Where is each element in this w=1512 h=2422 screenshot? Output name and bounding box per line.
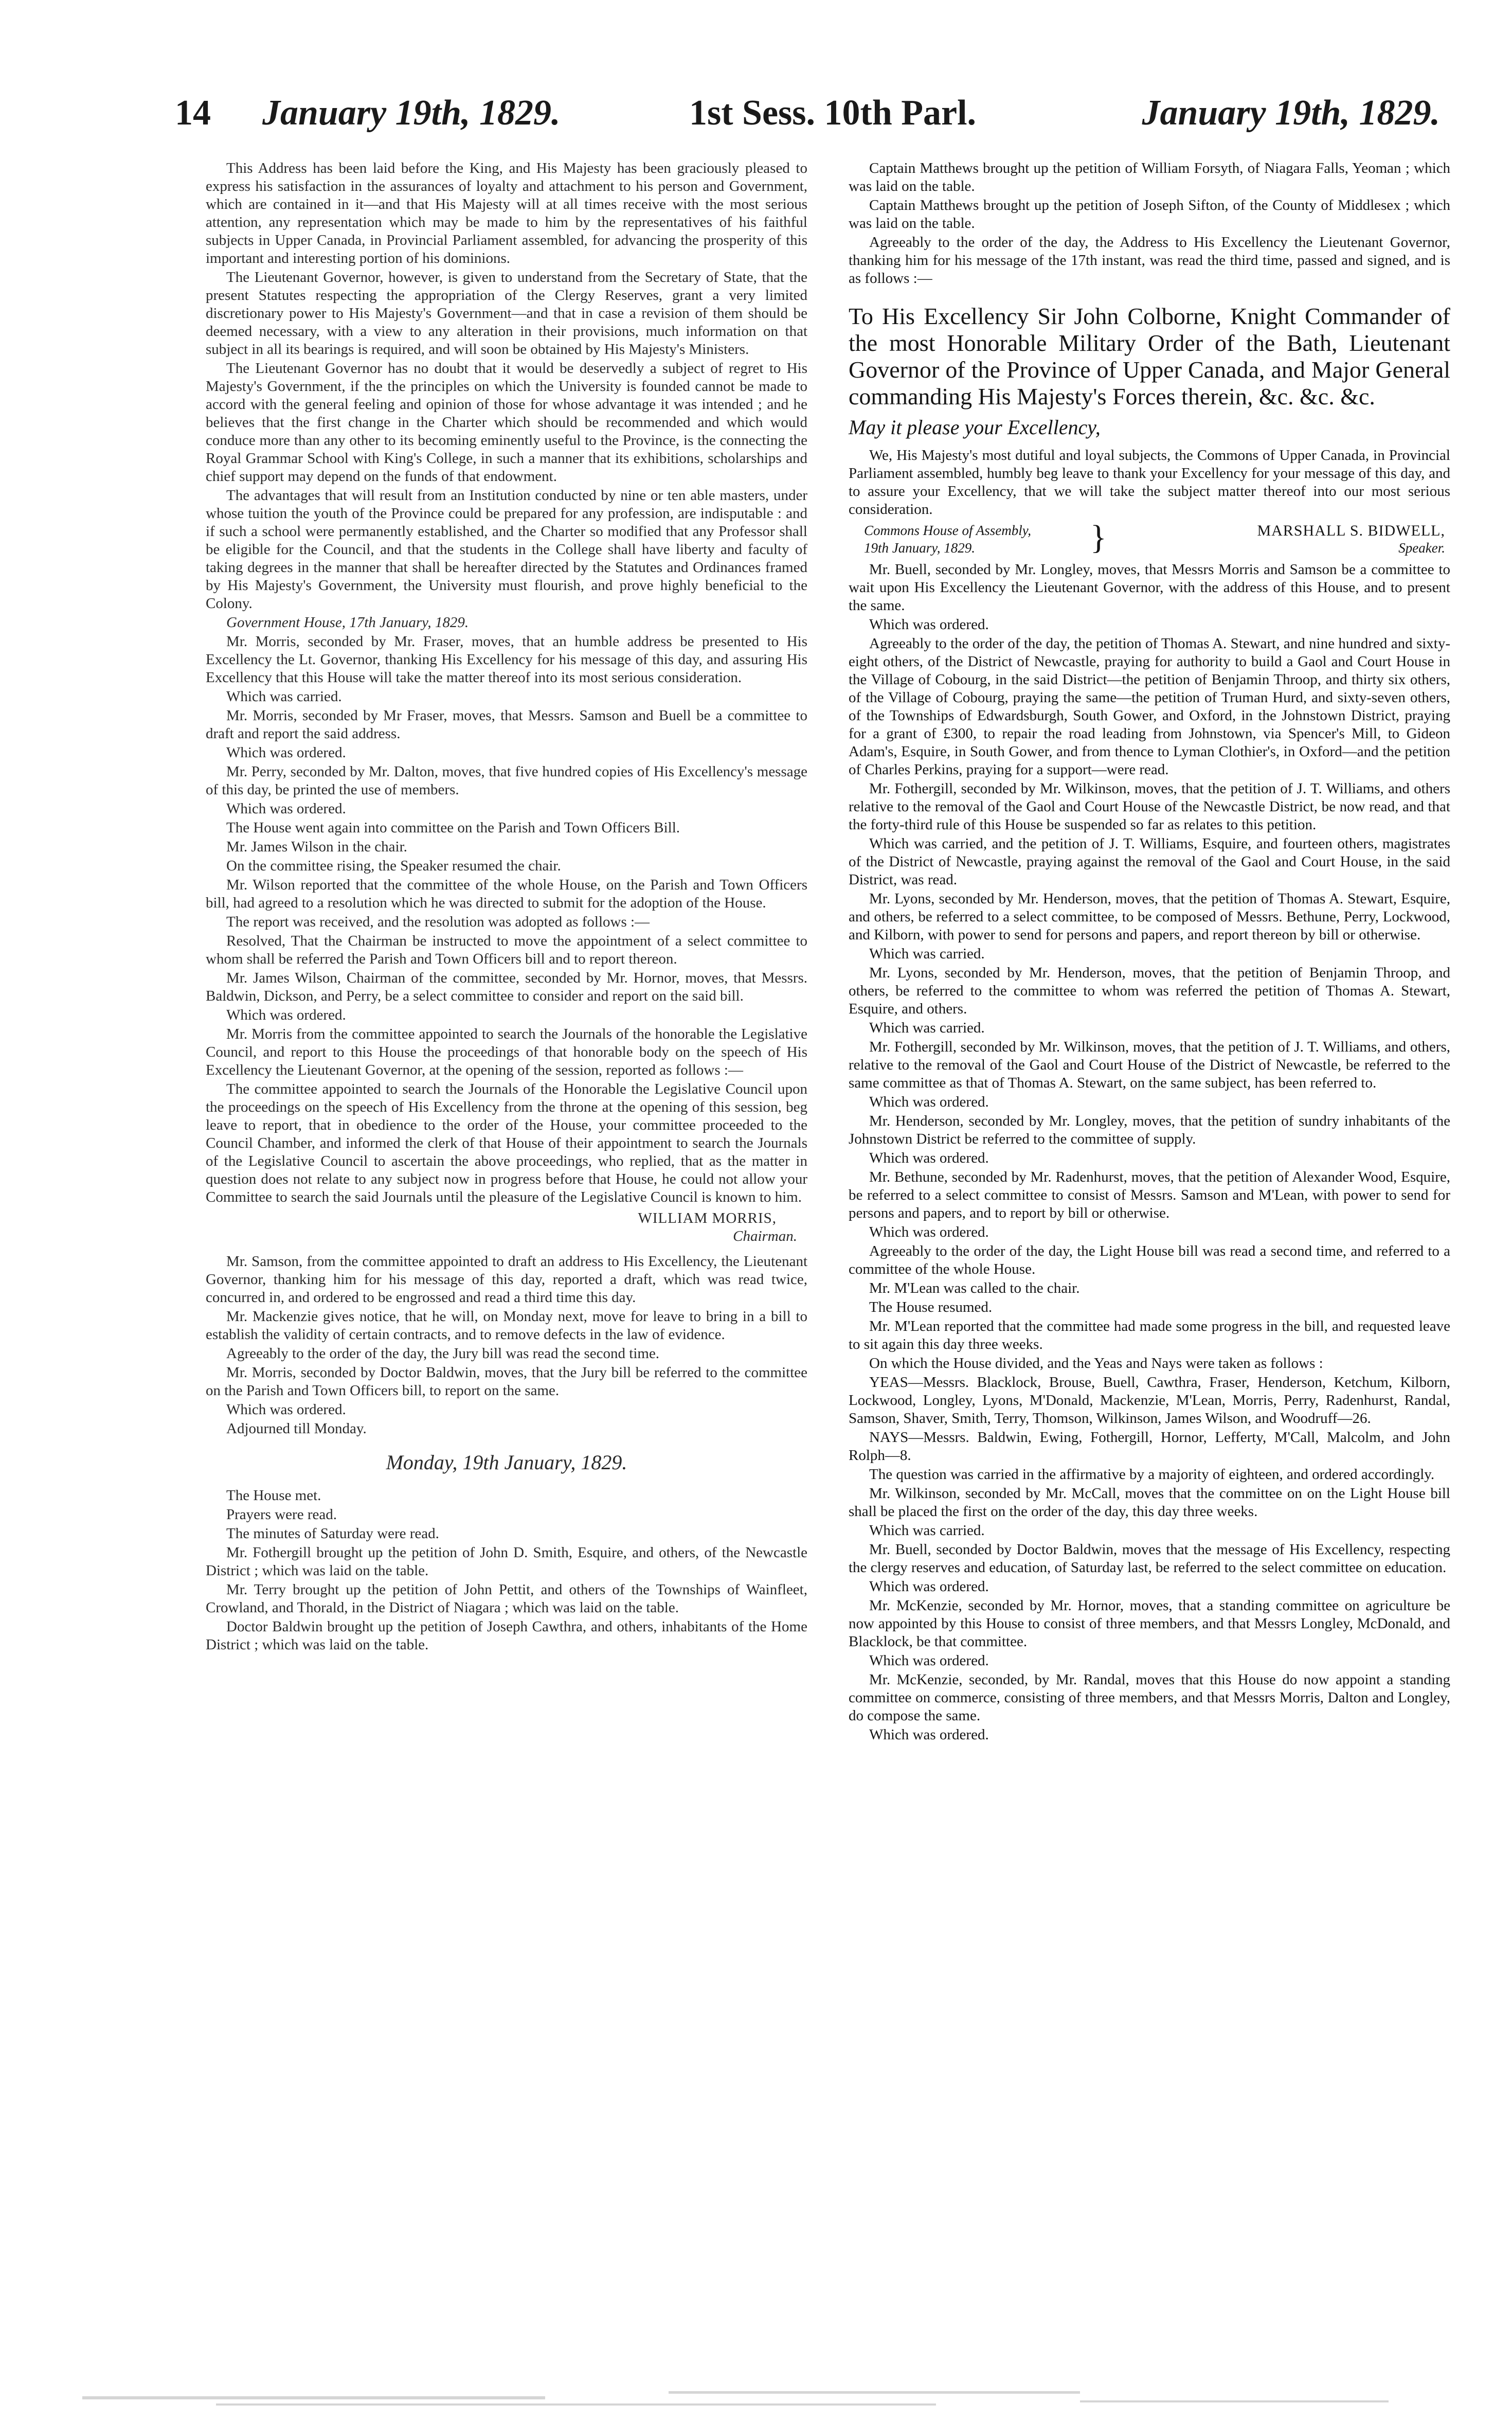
paragraph: Mr. Perry, seconded by Mr. Dalton, moves, that five hundred copies of His Excellency's message of this day, be printed the use of members. xyxy=(206,763,807,798)
paragraph: Agreeably to the order of the day, the petition of Thomas A. Stewart, and nine hundred and sixty-eight others, of the District of Newcastle, praying for authority to build a Gaol and Court House in the Village of Cobourg, in the said District—the petition of Benjamin Throop, and thirty six others, of the Village of Cobourg, praying the same—the petition of Truman Hurd, and sixty-seven others, of the Townships of Edwardsburgh, South Gower, and Oxford, in the Johnstown District, praying for a grant of £300, to repair the road leading from Johnstown, via Spencer's Mill, to Gideon Adam's, Esquire, in South Gower, and from thence to Lyman Clothier's, in Oxford—and the petition of Charles Perkins, praying for a support—were read. xyxy=(849,635,1450,778)
address-signature xyxy=(849,519,1450,558)
paragraph: Adjourned till Monday. xyxy=(226,1420,367,1437)
left-paragraphs-4 xyxy=(206,1487,807,1654)
paragraph: Mr. Fothergill brought up the petition of John D. Smith, Esquire, and others, of the Newcastle District ; which was laid on the table. xyxy=(206,1544,807,1579)
paragraph: The House met. xyxy=(226,1487,321,1504)
signature-date: 19th January, 1829. xyxy=(864,540,975,556)
paragraph: Mr. M'Lean reported that the committee had made some progress in the bill, and requested leave to sit again this day three weeks. xyxy=(849,1318,1450,1352)
brace-symbol: } xyxy=(1090,519,1107,556)
address-title: To His Excellency Sir John Colborne, Knight Commander of the most Honorable Military Order of the Bath, Lieutenant Governor of the Province of Upper Canada, and Major General commanding His Majesty's Forces therein, &c. &c. &c. xyxy=(849,303,1450,409)
paragraph: Which was ordered. xyxy=(869,616,989,633)
monday-heading: Monday, 19th January, 1829. xyxy=(386,1451,627,1474)
paragraph: Captain Matthews brought up the petition of William Forsyth, of Niagara Falls, Yeoman ; which was laid on the table. xyxy=(849,160,1450,194)
left-paragraphs-2 xyxy=(206,633,807,1206)
paragraph: Which was ordered. xyxy=(869,1150,989,1166)
paragraph: Mr. M'Lean was called to the chair. xyxy=(869,1280,1080,1296)
paragraph: Mr. Wilson reported that the committee of the whole House, on the Parish and Town Officers bill, had agreed to a resolution which he was directed to submit for the adoption of the House. xyxy=(206,877,807,911)
paragraph: Prayers were read. xyxy=(226,1506,337,1523)
paragraph: Captain Matthews brought up the petition of Joseph Sifton, of the County of Middlesex ; which was laid on the table. xyxy=(849,197,1450,231)
left-column xyxy=(206,159,807,1655)
paragraph: Agreeably to the order of the day, the Light House bill was read a second time, and referred to a committee of the whole House. xyxy=(849,1243,1450,1277)
paragraph: On which the House divided, and the Yeas and Nays were taken as follows : xyxy=(869,1355,1323,1372)
chairman-title: Chairman. xyxy=(733,1228,797,1244)
address-salutation: May it please your Excellency, xyxy=(849,416,1101,439)
paragraph: Which was ordered. xyxy=(869,1094,989,1110)
right-column xyxy=(849,159,1450,1745)
paragraph: On the committee rising, the Speaker resumed the chair. xyxy=(226,858,561,874)
paragraph: Mr. Mackenzie gives notice, that he will, on Monday next, move for leave to bring in a bill to establish the validity of certain contracts, and to remove defects in the law of evidence. xyxy=(206,1308,807,1343)
paragraph: Which was carried. xyxy=(869,1522,985,1539)
paragraph: Mr. Henderson, seconded by Mr. Longley, moves, that the petition of sundry inhabitants of the Johnstown District be referred to the committee of supply. xyxy=(849,1113,1450,1147)
paragraph: Mr. James Wilson, Chairman of the committee, seconded by Mr. Hornor, moves, that Messrs. Baldwin, Dickson, and Perry, be a select committee to consider and report on the said bill. xyxy=(206,970,807,1004)
speaker-name: MARSHALL S. BIDWELL, xyxy=(1257,522,1445,539)
paragraph: Which was carried, and the petition of J. T. Williams, Esquire, and fourteen others, magistrates of the District of Newcastle, praying against the removal of the Gaol and Court House, in the said District, was read. xyxy=(849,835,1450,888)
chairman-signature xyxy=(206,1209,807,1245)
paragraph: Mr. McKenzie, seconded, by Mr. Randal, moves that this House do now appoint a standing committee on commerce, consisting of three members, and that Messrs Morris, Dalton and Longley, do compose the same. xyxy=(849,1671,1450,1724)
paragraph: Mr. Samson, from the committee appointed to draft an address to His Excellency, the Lieutenant Governor, thanking him for his message of this day, reported a draft, which was read twice, concurred in, and ordered to be engrossed and read a third time this day. xyxy=(206,1253,807,1306)
paragraph: The question was carried in the affirmative by a majority of eighteen, and ordered accordingly. xyxy=(869,1466,1435,1483)
address-body: We, His Majesty's most dutiful and loyal subjects, the Commons of Upper Canada, in Provincial Parliament assembled, humbly beg leave to thank your Excellency for your message of this day, and to assure your Excellency, that we will take the subject matter thereof into our most serious consideration. xyxy=(849,447,1450,518)
paragraph: Mr. Buell, seconded by Doctor Baldwin, moves that the message of His Excellency, respecting the clergy reserves and education, of Saturday last, be referred to the select committee on education. xyxy=(849,1541,1450,1576)
paragraph: The minutes of Saturday were read. xyxy=(226,1525,439,1542)
paragraph: Which was ordered. xyxy=(869,1726,989,1743)
paragraph: Mr. Bethune, seconded by Mr. Radenhurst, moves, that the petition of Alexander Wood, Esquire, be referred to a select committee to consist of Messrs. Samson and M'Lean, with power to send for persons and papers, and to report by bill or otherwise. xyxy=(849,1169,1450,1221)
paragraph: Resolved, That the Chairman be instructed to move the appointment of a select committee to whom shall be referred the Parish and Town Officers bill and to report thereon. xyxy=(206,933,807,967)
paragraph: NAYS—Messrs. Baldwin, Ewing, Fothergill, Hornor, Lefferty, M'Call, Malcolm, and John Rolph—8. xyxy=(849,1429,1450,1464)
paragraph: Mr. Fothergill, seconded by Mr. Wilkinson, moves, that the petition of J. T. Williams, and others, relative to the removal of the Gaol and Court House of the District of Newcastle, be referred to the same committee as that of Thomas A. Stewart, on the same subject, has been referred to. xyxy=(849,1039,1450,1091)
paragraph: Which was carried. xyxy=(869,946,985,962)
signature-place: Commons House of Assembly, xyxy=(864,523,1032,538)
paragraph: Agreeably to the order of the day, the Address to His Excellency the Lieutenant Governor, thanking him for his message of the 17th instant, was read the third time, passed and signed, and is as follows :— xyxy=(849,234,1450,287)
paragraph: Mr. Buell, seconded by Mr. Longley, moves, that Messrs Morris and Samson be a committee to wait upon His Excellency the Lieutenant Governor, with the address of this House, and to present the same. xyxy=(849,561,1450,614)
paragraph: YEAS—Messrs. Blacklock, Brouse, Buell, Cawthra, Fraser, Henderson, Ketchum, Kilborn, Lockwood, Longley, Lyons, M'Donald, Mackenzie, M'Lean, Morris, Perry, Radenhurst, Randal, Samson, Shaver, Smith, Terry, Thomson, Wilkinson, James Wilson, and Woodruff—26. xyxy=(849,1374,1450,1427)
paragraph: Which was ordered. xyxy=(869,1652,989,1669)
paragraph: Doctor Baldwin brought up the petition of Joseph Cawthra, and others, inhabitants of the Home District ; which was laid on the table. xyxy=(206,1618,807,1653)
paragraph: Which was ordered. xyxy=(226,1401,346,1418)
paragraph: Which was ordered. xyxy=(226,800,346,817)
paragraph: Mr. Lyons, seconded by Mr. Henderson, moves, that the petition of Thomas A. Stewart, Esquire, and others, be referred to a select committee, to be composed of Messrs. Bethune, Perry, Lockwood, and Kilborn, with power to send for persons and papers, and report thereon by bill or otherwise. xyxy=(849,891,1450,943)
paragraph: Mr. Lyons, seconded by Mr. Henderson, moves, that the petition of Benjamin Throop, and others, be referred to the committee to whom was referred the petition of Thomas A. Stewart, Esquire, and others. xyxy=(849,965,1450,1017)
paragraph: Mr. McKenzie, seconded by Mr. Hornor, moves, that a standing committee on agriculture be now appointed by this House to consist of three members, and that Messrs Longley, McDonald, and Blacklock, be that committee. xyxy=(849,1597,1450,1650)
paragraph: The committee appointed to search the Journals of the Honorable the Legislative Council upon the proceedings on the speech of His Excellency from the throne at the opening of this session, beg leave to report, that in obedience to the order of the House, your committee proceeded to the Council Chamber, and informed the clerk of that House of their appointment to search the Journals of the Legislative Council to ascertain the above proceedings, who replied, that as the matter in question does not relate to any subject now in progress before that House, he could not allow your Committee to search the said Journals until the pleasure of the Legislative Council is known to him. xyxy=(206,1081,807,1205)
paragraph: Which was carried. xyxy=(226,688,342,705)
paragraph: Which was carried. xyxy=(869,1020,985,1036)
government-house-dateline: Government House, 17th January, 1829. xyxy=(226,614,469,631)
right-paragraphs-1 xyxy=(849,159,1450,288)
left-paragraphs-1 xyxy=(206,159,807,613)
paragraph: The Lieutenant Governor, however, is given to understand from the Secretary of State, that the present Statutes respecting the appropriation of the Clergy Reserves, grant a very limited discretionary power to His Majesty's Government—and that in case a revision of them should be deemed necessary, with a view to any alteration in their provisions, much information on that subject in all its bearings is required, and will soon be obtained by His Majesty's Ministers. xyxy=(206,269,807,358)
speaker-title: Speaker. xyxy=(1398,540,1445,556)
left-paragraphs-3 xyxy=(206,1253,807,1438)
paragraph: The report was received, and the resolution was adopted as follows :— xyxy=(226,914,650,930)
paragraph: Mr. Wilkinson, seconded by Mr. McCall, moves that the committee on on the Light House bill shall be placed the first on the order of the day, this day three weeks. xyxy=(849,1485,1450,1520)
paragraph: Mr. Morris, seconded by Mr. Fraser, moves, that an humble address be presented to His Excellency the Lt. Governor, thanking His Excellency for his message of this day, and assuring His Excellency that this House will take the matter thereof into its most serious consideration. xyxy=(206,633,807,686)
chairman-name: WILLIAM MORRIS, xyxy=(638,1210,777,1226)
paragraph: Mr. Morris, seconded by Doctor Baldwin, moves, that the Jury bill be referred to the committee on the Parish and Town Officers bill, to report on the same. xyxy=(206,1364,807,1399)
paragraph: The House went again into committee on the Parish and Town Officers Bill. xyxy=(226,820,680,836)
page-header xyxy=(175,93,1440,154)
paragraph: Mr. Morris, seconded by Mr Fraser, moves, that Messrs. Samson and Buell be a committee to draft and report the said address. xyxy=(206,707,807,742)
paragraph: Which was ordered. xyxy=(869,1224,989,1240)
paragraph: Which was ordered. xyxy=(869,1578,989,1595)
paragraph: Which was ordered. xyxy=(226,744,346,761)
paragraph: Agreeably to the order of the day, the Jury bill was read the second time. xyxy=(226,1345,660,1362)
scan-noise-strip xyxy=(0,2360,1512,2422)
header-date-left: January 19th, 1829. xyxy=(262,93,561,133)
page-number: 14 xyxy=(175,93,211,133)
paragraph: Mr. Terry brought up the petition of John Pettit, and others of the Townships of Wainfleet, Crowland, and Thorald, in the District of Niagara ; which was laid on the table. xyxy=(206,1581,807,1616)
header-session: 1st Sess. 10th Parl. xyxy=(689,93,977,133)
paragraph: The Lieutenant Governor has no doubt that it would be deservedly a subject of regret to His Majesty's Government, if the the principles on which the University is founded cannot be made to accord with the general feeling and opinion of those for whose advantage it was intended ; and he believes that the first change in the Charter which should be recommended and which would conduce more than any other to its becoming eminently useful to the Province, is the connecting the Royal Grammar School with King's College, in such a manner that its exhibitions, scholarships and chief support may depend on the funds of that endowment. xyxy=(206,360,807,485)
paragraph: Which was ordered. xyxy=(226,1007,346,1023)
paragraph: The House resumed. xyxy=(869,1299,993,1315)
paragraph: This Address has been laid before the King, and His Majesty has been graciously pleased to express his satisfaction in the assurances of loyalty and attachment to his person and Government, which are contained in it—and that His Majesty will at all times receive with the most serious attention, any representation which may be made to him by the representatives of his faithful subjects in Upper Canada, in Provincial Parliament assembled, for advancing the prosperity of this important and interesting portion of his dominions. xyxy=(206,160,807,266)
paragraph: Mr. James Wilson in the chair. xyxy=(226,839,407,855)
header-date-right: January 19th, 1829. xyxy=(1142,93,1440,133)
paragraph: Mr. Morris from the committee appointed to search the Journals of the honorable the Legislative Council, and report to this House the proceedings of that honorable body on the speech of His Excellency the Lieutenant Governor, at the opening of the session, reported as follows :— xyxy=(206,1026,807,1078)
paragraph: Mr. Fothergill, seconded by Mr. Wilkinson, moves, that the petition of J. T. Williams, and others relative to the removal of the Gaol and Court House of the Newcastle District, be now read, and that the forty-third rule of this House be suspended so far as relates to this petition. xyxy=(849,780,1450,833)
paragraph: The advantages that will result from an Institution conducted by nine or ten able masters, under whose tuition the youth of the Province could be prepared for any profession, are indisputable : and if such a school were permanently established, and the Charter so modified that any Professor shall be eligible for the Council, and that the students in the College shall have liberty and faculty of taking degrees in the manner that shall be hereafter directed by the Statutes and Ordinances framed by His Majesty's Government, the University must flourish, and prove highly beneficial to the Colony. xyxy=(206,487,807,612)
right-paragraphs-2 xyxy=(849,561,1450,1744)
